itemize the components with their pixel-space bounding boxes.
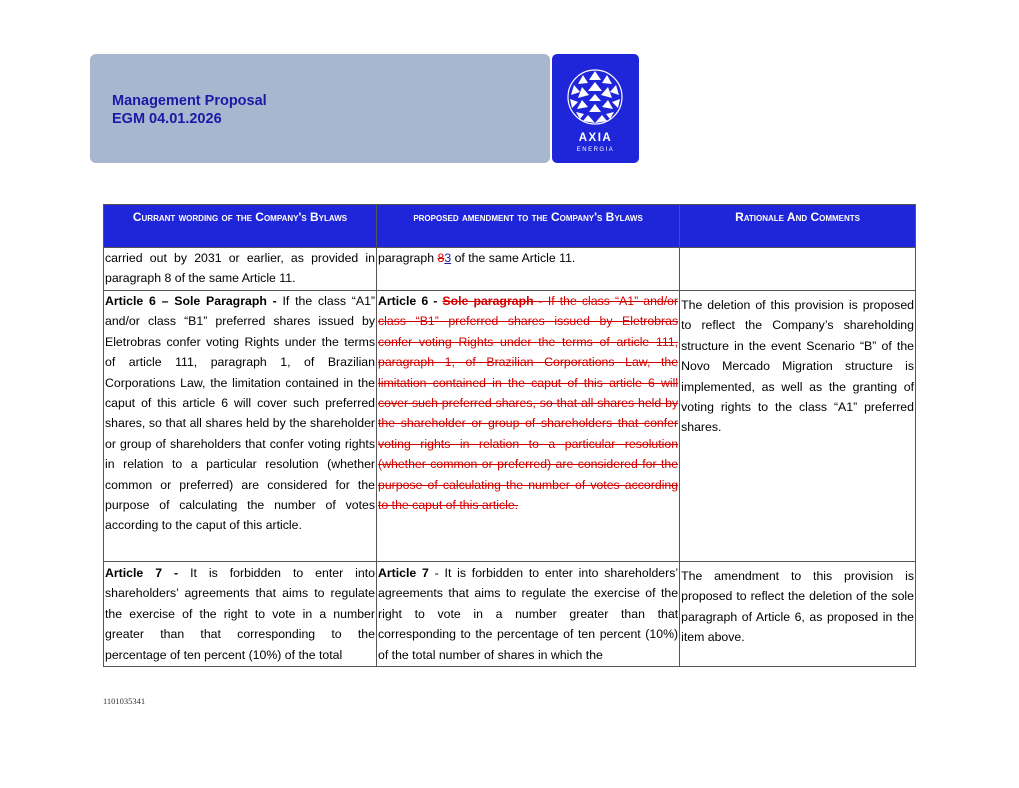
article-text: If the class “A1” and/or class “B1” preferred shares issued by Eletrobras confer voting Rights under the terms of article 111, paragraph 1, of Brazilian Corporations Law, the limitation contained in the caput of this article 6 will cover such preferred shares, so that all shares held by the shareholder or group of shareholders that confer voting rights in relation to a particular resolution (whether common or preferred) are considered for the purpose of calculating the number of votes according to the caput of this article.: [105, 294, 375, 533]
document-code: 1101035341: [103, 696, 146, 706]
article-heading: Article 6 – Sole Paragraph -: [105, 294, 277, 308]
current-text: carried out by 2031 or earlier, as provided in paragraph 8 of the same Article 11.: [105, 251, 375, 286]
bylaws-comparison-table: [103, 204, 916, 667]
rationale-cell: [680, 562, 916, 667]
proposed-amendment-cell: [377, 248, 680, 291]
header-proposed-amendment: proposed amendment to the Company's Bylaws: [377, 205, 680, 248]
deleted-text: 8: [437, 251, 445, 265]
table-row: [104, 562, 916, 667]
logo-subtitle: ENERGIA: [576, 147, 615, 153]
header-current-wording: Currant wording of the Company's Bylaws: [104, 205, 377, 248]
rationale-cell: [680, 248, 916, 291]
current-wording-cell: [104, 562, 377, 667]
deleted-text: If the class “A1” and/or class “B1” preferred shares issued by Eletrobras confer voting Rights under the terms of article 111, paragraph 1, of Brazilian Corporations Law, the limitation contained in the caput of this article 6 will cover such preferred shares, so that all shares held by the shareholder or group of shareholders that confer voting rights in relation to a particular resolution (whether common or preferred) are considered for the purpose of calculating the number of votes according to the caput of this article.: [378, 294, 679, 513]
article-heading: Article 6 -: [378, 294, 438, 308]
document-title: [112, 92, 267, 128]
proposed-amendment-cell: [377, 291, 680, 562]
header-rationale: Rationale And Comments: [680, 205, 916, 248]
rationale-text: The amendment to this provision is proposed to reflect the deletion of the sole paragraph of Article 6, as proposed in the item above.: [681, 569, 914, 645]
proposed-amendment-cell: [377, 562, 680, 667]
current-wording-cell: [104, 291, 377, 562]
logo-wordmark: AXIA: [578, 132, 613, 144]
company-logo: [552, 54, 639, 163]
current-wording-cell: [104, 248, 377, 291]
title-line-1: Management Proposal: [112, 93, 267, 109]
inserted-text: 3: [444, 251, 452, 265]
proposed-text-prefix: paragraph: [378, 251, 438, 265]
table-header-row: [104, 205, 916, 248]
title-line-2: EGM 04.01.2026: [112, 111, 222, 127]
rationale-cell: The deletion of this provision is proposed to reflect the Company’s shareholding structure in the event Scenario “B” of the Novo Mercado Migration structure is implemented, as well as the granting of voting rights to the class “A1” preferred shares.: [680, 291, 916, 562]
table-row: [104, 291, 916, 562]
article-text: - It is forbidden to enter into shareholders’ agreements that aims to regulate the exercise of the right to vote in a number greater than that corresponding to the percentage of ten percent (10%) of the total number of shares in which the: [378, 566, 679, 662]
article-text: It is forbidden to enter into shareholders’ agreements that aims to regulate the exercise of the right to vote in a number greater than that corresponding to the percentage of ten percent (10%) of the total: [105, 566, 375, 662]
article-heading: Article 7 -: [105, 566, 179, 580]
globe-icon: [566, 68, 624, 126]
deleted-heading: Sole paragraph -: [442, 294, 543, 308]
table-row: [104, 248, 916, 291]
header-banner: [90, 54, 550, 163]
proposed-text-suffix: of the same Article 11.: [451, 251, 576, 265]
article-heading: Article 7: [378, 566, 429, 580]
